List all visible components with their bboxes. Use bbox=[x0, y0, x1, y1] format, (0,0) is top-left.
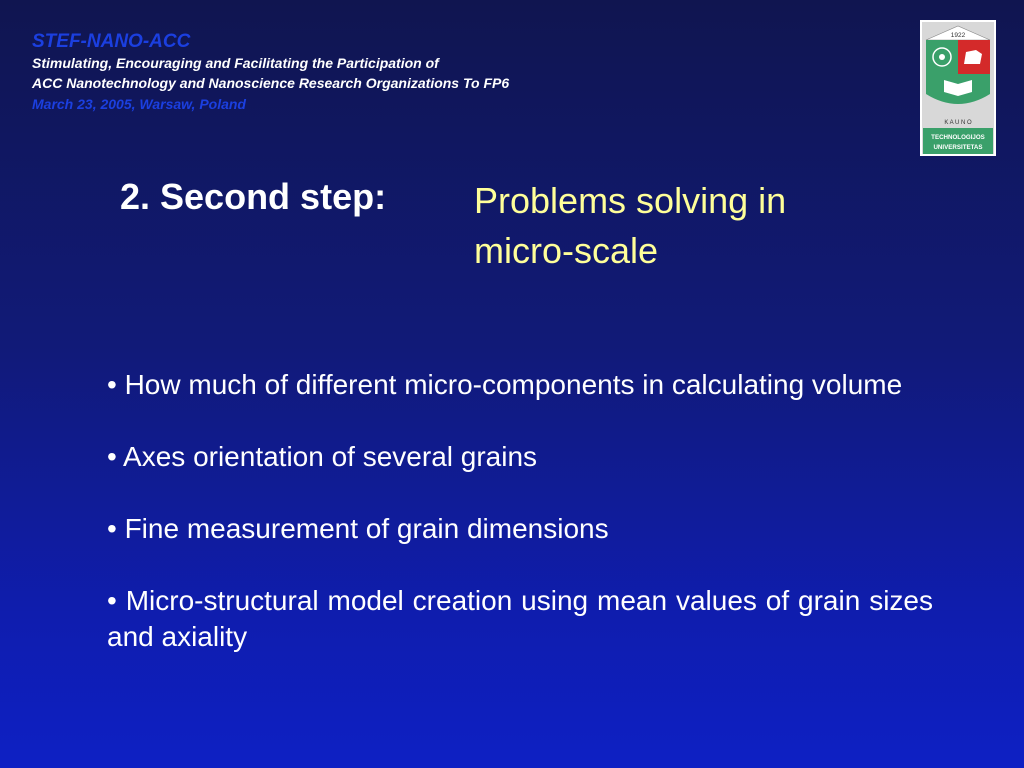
header-block bbox=[32, 31, 509, 115]
logo-word-2: UNIVERSITETAS bbox=[933, 144, 983, 151]
header-line-1: Stimulating, Encouraging and Facilitating the Participation of bbox=[32, 55, 439, 71]
slide-title-lead: 2. Second step: bbox=[120, 176, 387, 217]
bullet-item: • How much of different micro-components in calculating volume bbox=[107, 369, 903, 400]
bullet-item: • Micro-structural model creation using mean values of grain sizes and axiality bbox=[107, 585, 933, 652]
logo-year: 1922 bbox=[950, 32, 966, 39]
logo-city: K A U N O bbox=[944, 120, 972, 126]
header-line-2: ACC Nanotechnology and Nanoscience Research Organizations To FP6 bbox=[32, 75, 510, 91]
slide-title-subject-line-2: micro-scale bbox=[474, 230, 659, 271]
logo-word-1: TECHNOLOGIJOS bbox=[931, 134, 985, 141]
bullet-item: • Axes orientation of several grains bbox=[107, 441, 538, 472]
slide-title-subject bbox=[474, 176, 894, 276]
university-logo bbox=[920, 20, 996, 156]
header-date: March 23, 2005, Warsaw, Poland bbox=[32, 96, 246, 112]
bullet-list bbox=[107, 367, 933, 691]
slide-title-subject-line-1: Problems solving in bbox=[474, 180, 787, 221]
bullet-item: • Fine measurement of grain dimensions bbox=[107, 513, 609, 544]
project-name: STEF-NANO-ACC bbox=[32, 31, 191, 52]
